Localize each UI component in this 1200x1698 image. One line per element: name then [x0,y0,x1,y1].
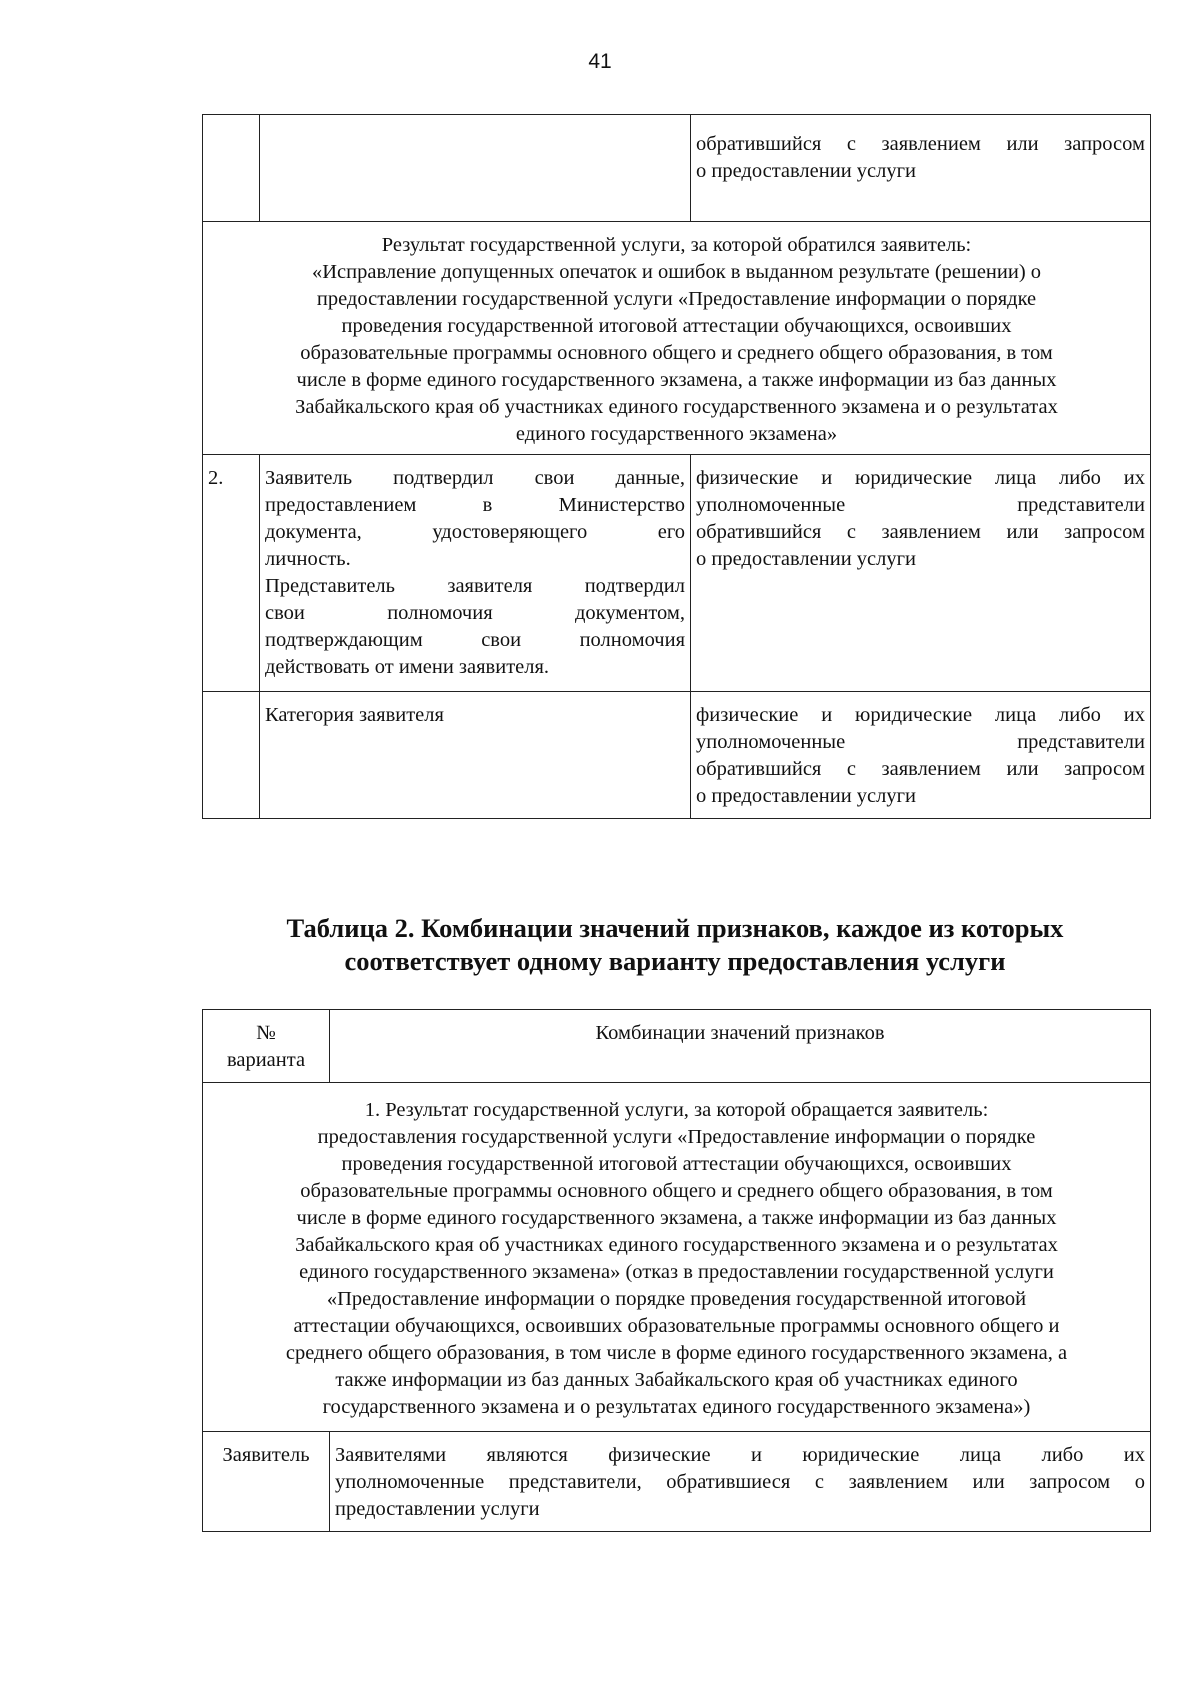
table-cell [203,692,260,819]
result-line: Забайкальского края об участниках единого государственного экзамена и о результатах [295,396,1058,418]
result-row [203,222,1151,455]
table-row [203,115,1151,222]
row-number: 2. [203,455,260,692]
table-cell [203,115,260,222]
combo-line: аттестации обучающихся, освоивших образовательные программы основного общего и [293,1315,1060,1337]
result-line: «Исправление допущенных опечаток и ошибок в выданном результате (решении) о [311,261,1042,283]
cell-text: Представитель заявителя подтвердил [265,575,685,597]
cell-text: обратившийся с заявлением или запросом [696,133,1145,155]
combo-row [203,1083,1151,1432]
combo-line: предоставления государственной услуги «Предоставление информации о порядке [317,1126,1036,1148]
table-row [203,455,1151,692]
combinations-table [202,1009,1151,1532]
cell-text: предоставлением в Министерство [265,494,685,516]
applicant-row [203,1432,1151,1532]
combo-line: государственного экзамена и о результатах единого государственного экзамена») [322,1396,1031,1418]
result-line: числе в форме единого государственного экзамена, а также информации из баз данных [296,369,1057,391]
combo-line: 1. Результат государственной услуги, за которой обращается заявитель: [364,1099,989,1121]
cell-text: обратившийся с заявлением или запросом [696,758,1145,780]
cell-text: Заявитель подтвердил свои данные, [265,467,685,489]
result-line: проведения государственной итоговой аттестации обучающихся, освоивших [341,315,1012,337]
cell-text: о предоставлении услуги [696,160,917,182]
header-text: варианта [226,1049,306,1071]
combo-line: Забайкальского края об участниках единого государственного экзамена и о результатах [295,1234,1058,1256]
criteria-cell [260,455,691,692]
variant-header [203,1010,330,1083]
table-cell [260,115,691,222]
combo-block [203,1083,1151,1432]
cell-text: уполномоченные представители [696,731,1145,753]
header-text: № [256,1022,276,1044]
heading-line: Таблица 2. Комбинации значений признаков, каждое из которых [286,913,1064,943]
cell-text: личность. [265,548,351,570]
criteria-table [202,114,1151,819]
result-line: предоставлении государственной услуги «Предоставление информации о порядке [316,288,1037,310]
cell-text: предоставлении услуги [335,1498,540,1520]
heading-line: соответствует одному варианту предоставления услуги [344,946,1006,976]
combo-line: также информации из баз данных Забайкальского края об участниках единого [335,1369,1018,1391]
value-cell [691,455,1151,692]
cell-text: уполномоченные представители [696,494,1145,516]
result-block [203,222,1151,455]
combo-line: «Предоставление информации о порядке проведения государственной итоговой [326,1288,1027,1310]
combo-line: единого государственного экзамена» (отказ в предоставлении государственной услуги [299,1261,1054,1283]
result-line: образовательные программы основного общего и среднего общего образования, в том [300,342,1053,364]
cell-text: документа, удостоверяющего его [265,521,685,543]
combo-line: образовательные программы основного общего и среднего общего образования, в том [300,1180,1053,1202]
result-line: Результат государственной услуги, за которой обратился заявитель: [381,234,972,256]
combinations-header: Комбинации значений признаков [330,1010,1151,1083]
cell-text: о предоставлении услуги [696,785,917,807]
applicant-label: Заявитель [203,1432,330,1532]
combo-line: числе в форме единого государственного экзамена, а также информации из баз данных [296,1207,1057,1229]
cell-text: свои полномочия документом, [265,602,685,624]
page-number: 41 [588,50,612,73]
cell-text: о предоставлении услуги [696,548,917,570]
cell-text: уполномоченные представители, обратившиеся с заявлением или запросом о [335,1471,1145,1493]
cell-text: физические и юридические лица либо их [696,467,1145,489]
value-cell [691,692,1151,819]
cell-text: подтверждающим свои полномочия [265,629,685,651]
cell-text: действовать от имени заявителя. [265,656,550,678]
result-line: единого государственного экзамена» [515,423,838,445]
applicant-text [330,1432,1151,1532]
cell-text: обратившийся с заявлением или запросом [696,521,1145,543]
table-cell [691,115,1151,222]
cell-text: физические и юридические лица либо их [696,704,1145,726]
table-row [203,692,1151,819]
cell-text: Заявителями являются физические и юридические лица либо их [335,1444,1145,1466]
combo-line: проведения государственной итоговой аттестации обучающихся, освоивших [341,1153,1012,1175]
criteria-cell: Категория заявителя [260,692,691,819]
combo-line: среднего общего образования, в том числе в форме единого государственного экзамена, а [285,1342,1068,1364]
table-header-row [203,1010,1151,1083]
table2-heading [200,912,1150,978]
